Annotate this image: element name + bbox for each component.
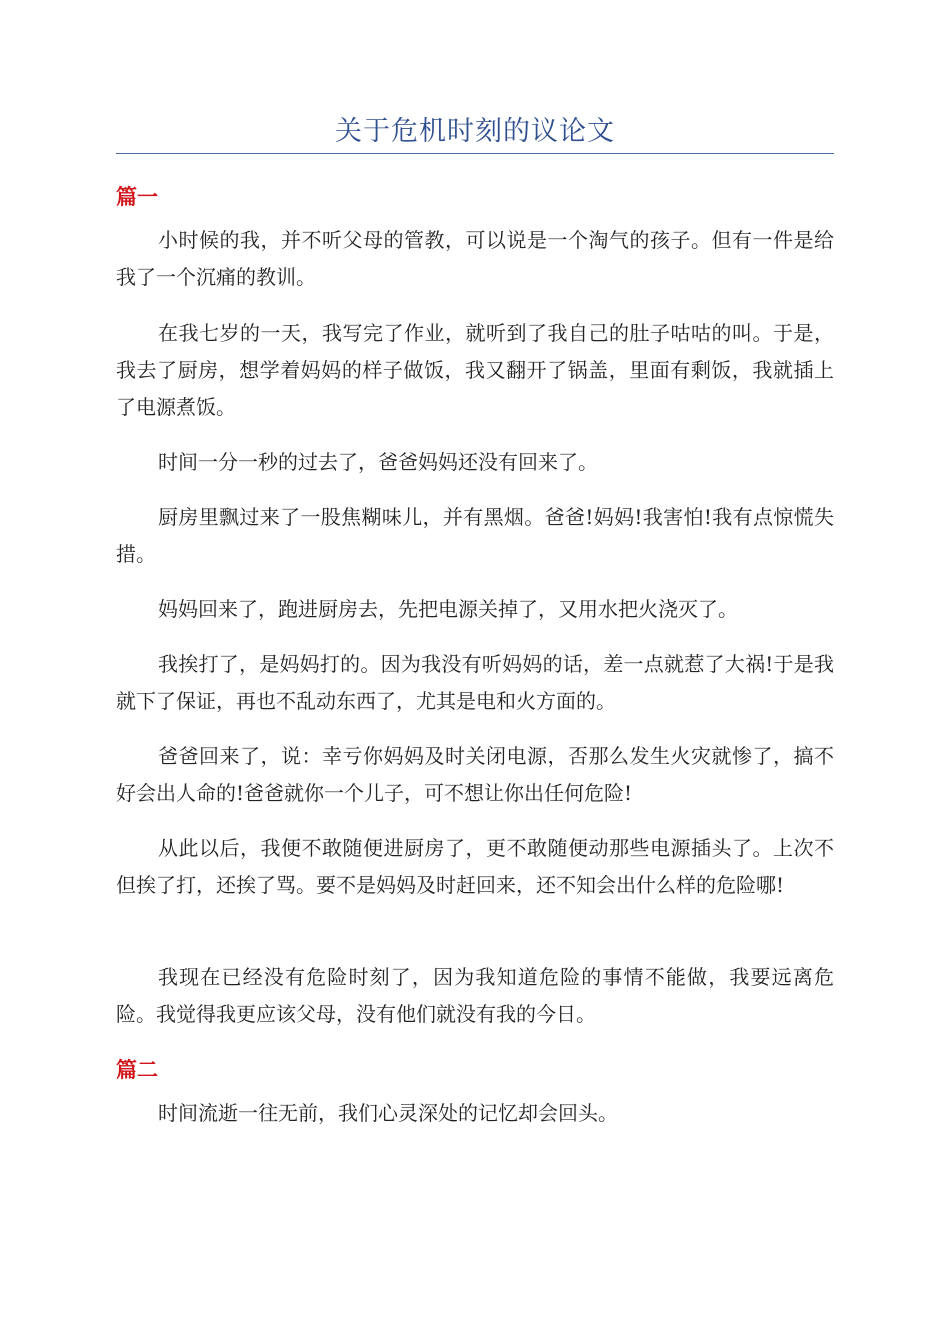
paragraph: 从此以后，我便不敢随便进厨房了，更不敢随便动那些电源插头了。上次不但挨了打，还挨了骂。要不是妈妈及时赶回来，还不知会出什么样的危险哪! [116,836,834,897]
paragraph: 妈妈回来了，跑进厨房去，先把电源关掉了，又用水把火浇灭了。 [158,597,738,621]
paragraph: 厨房里飘过来了一股焦糊味儿，并有黑烟。爸爸!妈妈!我害怕!我有点惊慌失措。 [116,505,834,566]
paragraph: 小时候的我，并不听父母的管教，可以说是一个淘气的孩子。但有一件是给我了一个沉痛的教训。 [116,228,834,289]
title-divider [116,153,834,154]
paragraph: 爸爸回来了，说：幸亏你妈妈及时关闭电源，否那么发生火灾就惨了，搞不好会出人命的!爸爸就你一个儿子，可不想让你出任何危险! [116,744,834,805]
paragraph: 时间流逝一往无前，我们心灵深处的记忆却会回头。 [158,1101,618,1125]
section-heading-2: 篇二 [116,1058,158,1082]
paragraph: 时间一分一秒的过去了，爸爸妈妈还没有回来了。 [158,450,598,474]
paragraph: 在我七岁的一天，我写完了作业，就听到了我自己的肚子咕咕的叫。于是，我去了厨房，想学着妈妈的样子做饭，我又翻开了锅盖，里面有剩饭，我就插上了电源煮饭。 [116,321,834,419]
paragraph: 我挨打了，是妈妈打的。因为我没有听妈妈的话，差一点就惹了大祸!于是我就下了保证，再也不乱动东西了，尤其是电和火方面的。 [116,652,834,713]
paragraph: 我现在已经没有危险时刻了，因为我知道危险的事情不能做，我要远离危险。我觉得我更应该父母，没有他们就没有我的今日。 [116,965,834,1026]
section-heading-1: 篇一 [116,185,158,209]
document-title: 关于危机时刻的议论文 [335,116,615,147]
